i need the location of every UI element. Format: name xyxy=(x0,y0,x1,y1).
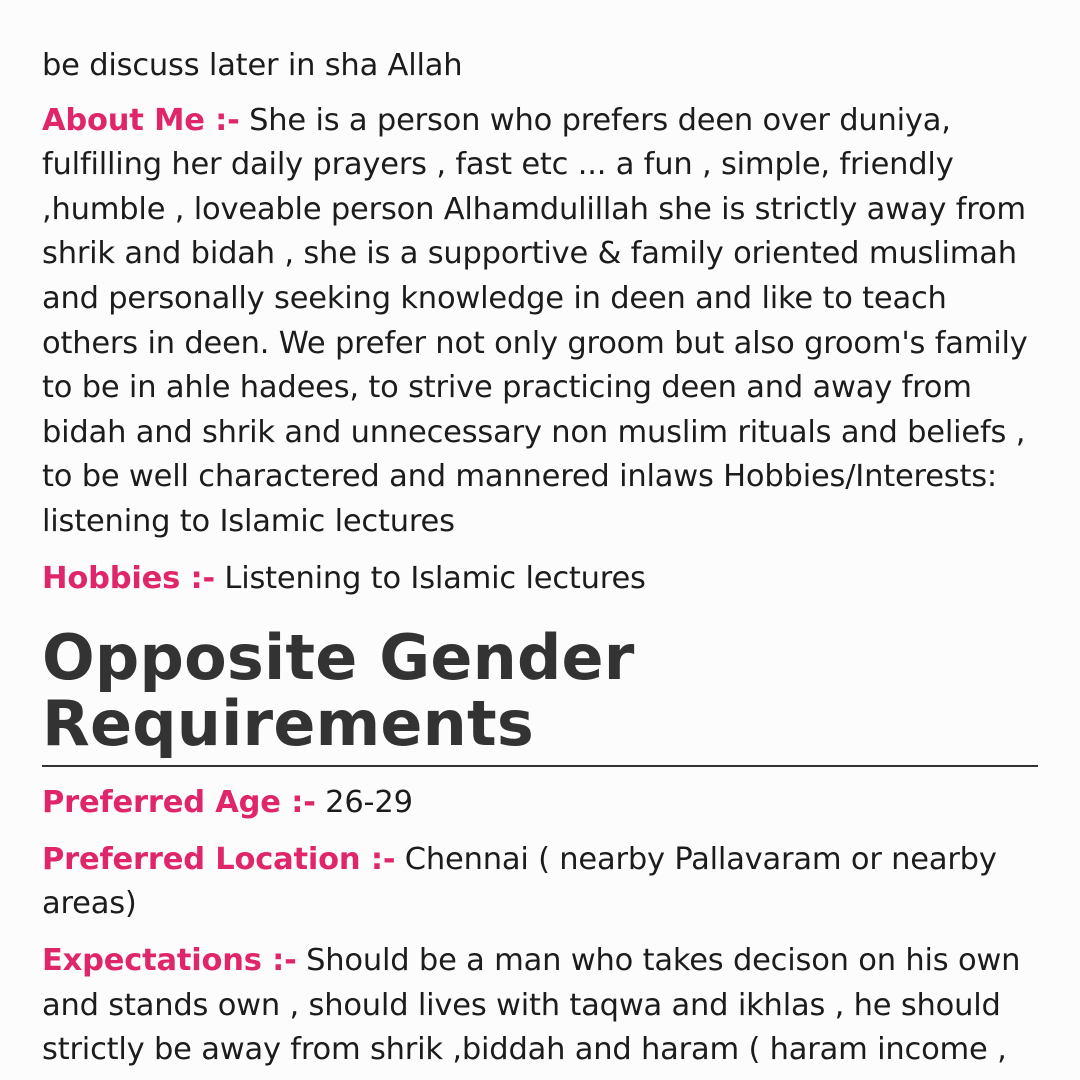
expectations-text: Should be a man who takes decison on his own and stands own , should lives with taqwa and ikhlas , he should strictly be away from shrik ,biddah and haram ( haram income , xyxy=(42,942,1021,1068)
preferred-age-label: Preferred Age :- xyxy=(42,785,316,821)
expectations-paragraph xyxy=(42,939,1038,1073)
about-me-paragraph xyxy=(42,99,1038,545)
hobbies-paragraph xyxy=(42,557,1038,602)
preferred-age-paragraph xyxy=(42,781,1038,826)
preferred-location-value: Chennai ( nearby Pallavaram or nearby areas) xyxy=(42,841,997,922)
hobbies-label: Hobbies :- xyxy=(42,560,215,596)
about-me-label: About Me :- xyxy=(42,102,240,138)
intro-text xyxy=(42,44,1038,89)
about-me-text: She is a person who prefers deen over duniya, fulfilling her daily prayers , fast etc ... a fun , simple, friendly ,humble , loveable person Alhamdulillah she is strictly away from shrik and bidah , she is a supportive & family oriented muslimah and personally seeking knowledge in deen and like to teach others in deen. We prefer not only groom but also groom's family to be in ahle hadees, to strive practicing deen and away from bidah and shrik and unnecessary non muslim rituals and beliefs , to be well charactered and mannered inlaws Hobbies/Interests: listening to Islamic lectures xyxy=(42,102,1028,539)
preferred-location-label: Preferred Location :- xyxy=(42,841,396,877)
section-divider xyxy=(42,765,1038,767)
preferred-location-paragraph xyxy=(42,838,1038,927)
section-title: Opposite Gender Requirements xyxy=(42,621,635,761)
intro-text-body: be discuss later in sha Allah xyxy=(42,48,463,83)
hobbies-text: Listening to Islamic lectures xyxy=(214,560,646,596)
expectations-label: Expectations :- xyxy=(42,942,297,978)
preferred-age-value: 26-29 xyxy=(315,785,413,821)
